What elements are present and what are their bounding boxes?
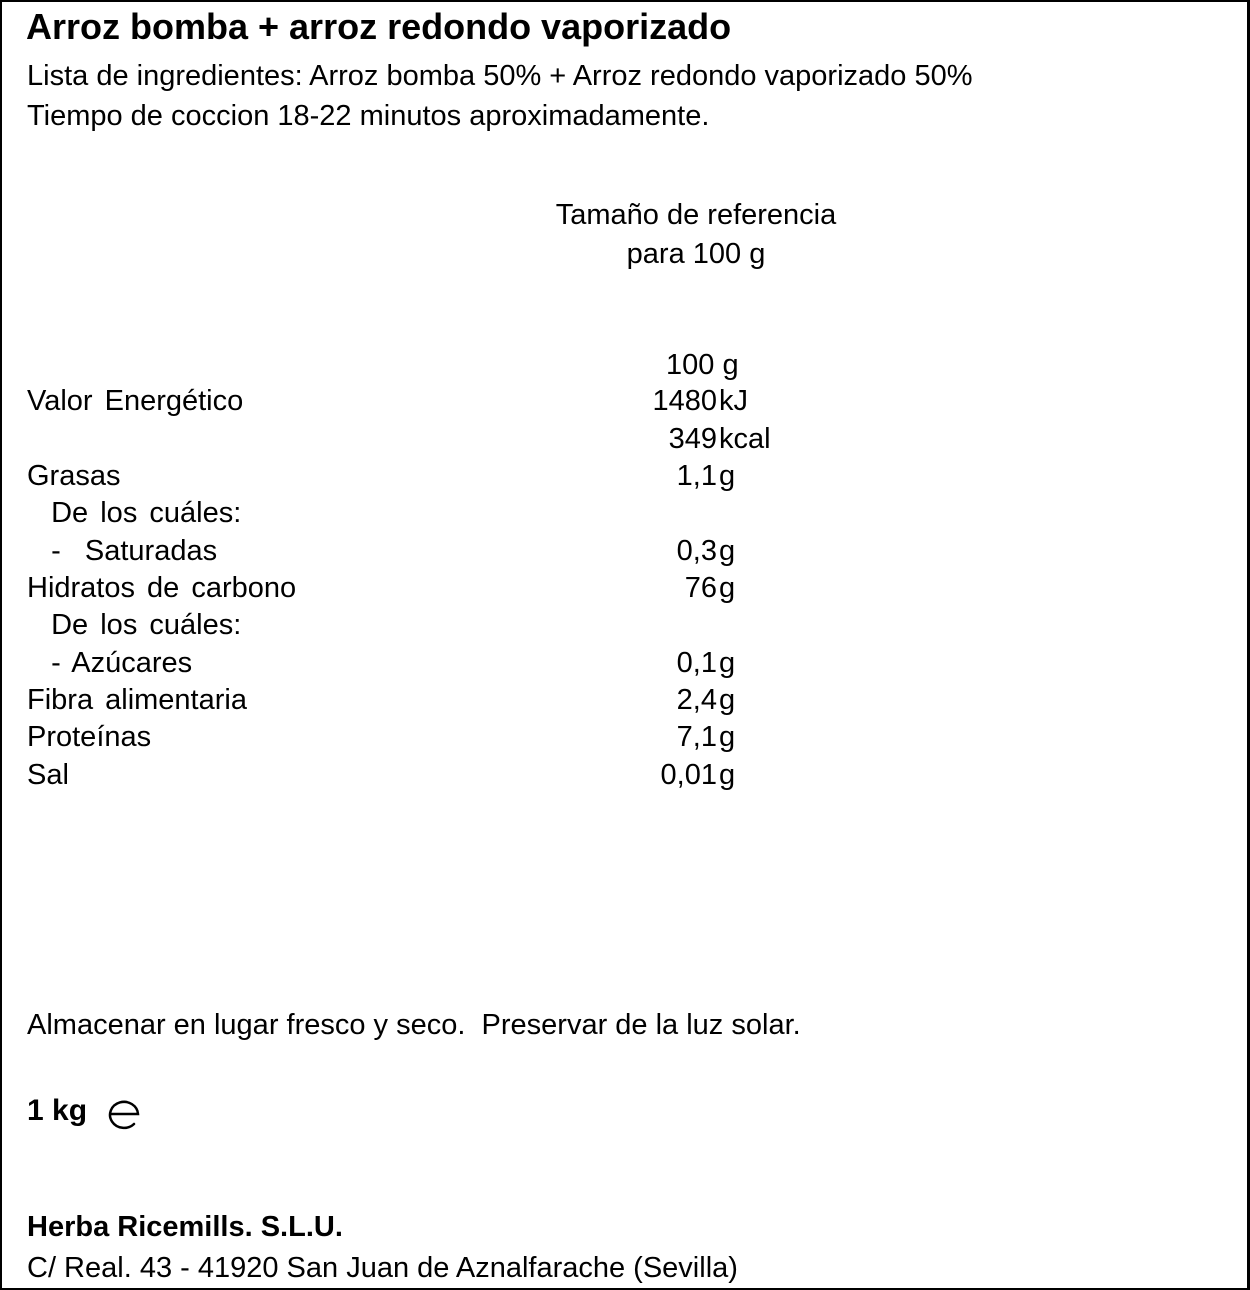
nutrient-name: - Saturadas bbox=[27, 535, 218, 567]
column-header: 100 g bbox=[666, 349, 739, 381]
nutrient-name: De los cuáles: bbox=[27, 609, 242, 641]
nutrient-value: 0,3 bbox=[676, 535, 717, 567]
nutrient-unit: kJ bbox=[719, 385, 748, 417]
nutrient-unit: g bbox=[719, 647, 736, 679]
net-weight: 1 kg bbox=[27, 1094, 88, 1127]
nutrient-value: 1480 bbox=[652, 385, 717, 417]
nutrient-name: Proteínas bbox=[27, 721, 152, 753]
nutrient-unit: g bbox=[719, 684, 736, 716]
nutrient-value: 349 bbox=[668, 423, 717, 455]
e-mark-icon bbox=[106, 1095, 142, 1131]
nutrient-unit: g bbox=[719, 721, 736, 753]
nutrient-value: 1,1 bbox=[676, 460, 717, 492]
nutrient-value: 76 bbox=[684, 572, 717, 604]
company-address: C/ Real. 43 - 41920 San Juan de Aznalfarache (Sevilla) bbox=[27, 1252, 738, 1284]
cooking-time: Tiempo de coccion 18-22 minutos aproximadamente. bbox=[27, 100, 710, 132]
company-name: Herba Ricemills. S.L.U. bbox=[27, 1211, 343, 1243]
nutrient-name: Fibra alimentaria bbox=[27, 684, 247, 716]
nutrient-name: - Azúcares bbox=[27, 647, 193, 679]
ingredients-list: Lista de ingredientes: Arroz bomba 50% + Arroz redondo vaporizado 50% bbox=[27, 60, 973, 92]
reference-size-line1: Tamaño de referencia bbox=[555, 199, 837, 231]
reference-size-line2: para 100 g bbox=[626, 238, 766, 270]
nutrient-unit: g bbox=[719, 572, 736, 604]
product-title: Arroz bomba + arroz redondo vaporizado bbox=[26, 6, 732, 47]
nutrient-unit: g bbox=[719, 759, 736, 791]
nutrient-unit: g bbox=[719, 460, 736, 492]
nutrient-name: Valor Energético bbox=[27, 385, 244, 417]
nutrient-name: Grasas bbox=[27, 460, 121, 492]
nutrient-name: Sal bbox=[27, 759, 69, 791]
storage-instructions: Almacenar en lugar fresco y seco. Preservar de la luz solar. bbox=[27, 1009, 801, 1041]
nutrient-value: 2,4 bbox=[676, 684, 717, 716]
nutrient-value: 0,1 bbox=[676, 647, 717, 679]
nutrient-unit: kcal bbox=[719, 423, 771, 455]
nutrient-name: De los cuáles: bbox=[27, 497, 242, 529]
nutrient-unit: g bbox=[719, 535, 736, 567]
nutrient-value: 0,01 bbox=[660, 759, 717, 791]
nutrient-name: Hidratos de carbono bbox=[27, 572, 297, 604]
nutrient-value: 7,1 bbox=[676, 721, 717, 753]
